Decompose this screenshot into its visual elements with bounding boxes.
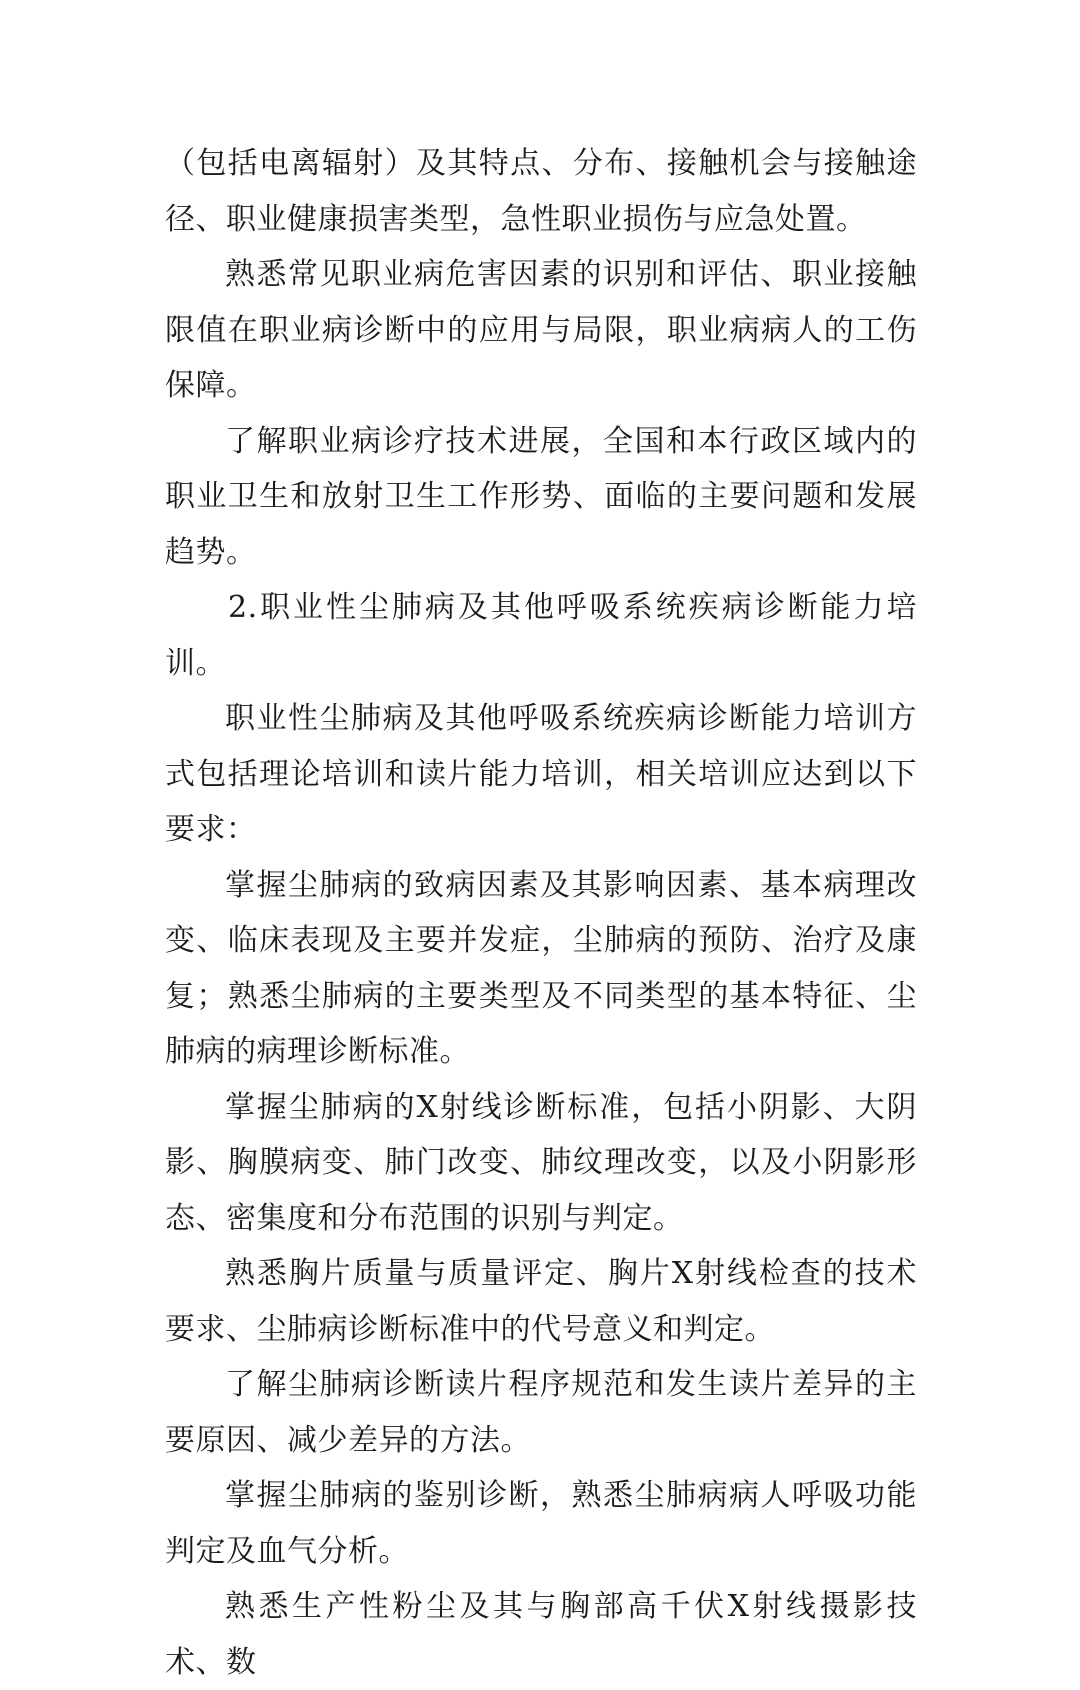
paragraph-continuation: （包括电离辐射）及其特点、分布、接触机会与接触途径、职业健康损害类型，急性职业损伤与应急处置。: [165, 146, 917, 237]
paragraph-understand-reading: 了解尘肺病诊断读片程序规范和发生读片差异的主要原因、减少差异的方法。: [165, 1367, 917, 1458]
paragraph-master-xray-standard: 掌握尘肺病的X射线诊断标准，包括小阴影、大阴影、胸膜病变、肺门改变、肺纹理改变，以及小阴影形态、密集度和分布范围的识别与判定。: [165, 1089, 917, 1236]
paragraph-master-differential: 掌握尘肺病的鉴别诊断，熟悉尘肺病病人呼吸功能判定及血气分析。: [165, 1478, 917, 1569]
paragraph-familiar-chest-film: 熟悉胸片质量与质量评定、胸片X射线检查的技术要求、尘肺病诊断标准中的代号意义和判定。: [165, 1256, 917, 1347]
paragraph-master-pathology: 掌握尘肺病的致病因素及其影响因素、基本病理改变、临床表现及主要并发症，尘肺病的预防、治疗及康复；熟悉尘肺病的主要类型及不同类型的基本特征、尘肺病的病理诊断标准。: [165, 867, 917, 1069]
paragraph-familiar-hazards: 熟悉常见职业病危害因素的识别和评估、职业接触限值在职业病诊断中的应用与局限，职业病病人的工伤保障。: [165, 257, 917, 403]
paragraph-familiar-dust: 熟悉生产性粉尘及其与胸部高千伏X射线摄影技术、数: [165, 1589, 917, 1680]
section-heading-pneumoconiosis-training: 2.职业性尘肺病及其他呼吸系统疾病诊断能力培训。: [165, 590, 917, 681]
document-body: [165, 136, 917, 1690]
paragraph-training-mode: 职业性尘肺病及其他呼吸系统疾病诊断能力培训方式包括理论培训和读片能力培训，相关培训应达到以下要求：: [165, 701, 917, 847]
paragraph-understand-progress: 了解职业病诊疗技术进展，全国和本行政区域内的职业卫生和放射卫生工作形势、面临的主要问题和发展趋势。: [165, 423, 917, 570]
